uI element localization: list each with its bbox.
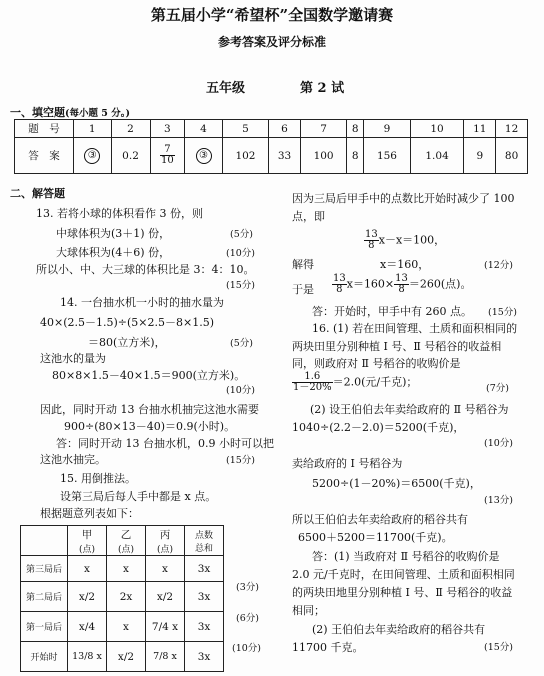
q16-line7: 5200÷(1－20%)＝6500(千克)， <box>312 477 481 490</box>
table-row: 第二局后 x/2 2x x/2 3x <box>21 582 224 612</box>
q16-score: (15分) <box>484 642 514 653</box>
q14-line5: 80×8×1.5－40×1.5＝900(立方米)。 <box>52 369 246 382</box>
q16-line1: 16. (1) 若在田间管理、土质和面积相同的 <box>312 322 518 335</box>
q14-line1: 14. 一台抽水机一小时的抽水量为 <box>60 296 224 309</box>
question-number: 7 <box>300 120 346 138</box>
q16-price-formula: $\frac{1.6}{1-20\%}$ ＝2.0(元/千克)； <box>293 371 418 393</box>
q13-line3: 大球体积为(4＋6) 份， <box>56 246 171 259</box>
q13-line4: 所以小、中、大三球的体积比是 3：4：10。 <box>36 263 255 276</box>
q15-cont2: 点，即 <box>292 210 325 223</box>
q14-line4: 这池水的量为 <box>40 352 106 365</box>
table-header: 丙 (点) <box>146 526 185 556</box>
table-row: 第三局后 x x x 3x <box>21 556 224 582</box>
answer-cell: 8 <box>347 138 364 174</box>
q14-line6: 因此，同时开动 13 台抽水机抽完这池水需要 <box>40 403 259 416</box>
q16-line13: 相同； <box>292 604 325 617</box>
question-number: 12 <box>496 120 528 138</box>
q16-line12: 的两块田地里分别种植 Ⅰ 号、Ⅱ 号稻谷的收益 <box>292 586 513 599</box>
q16-line9: 6500＋5200＝11700(千克)。 <box>298 531 453 544</box>
answer-cell: 9 <box>464 138 496 174</box>
q15-line1: 15. 用倒推法。 <box>60 472 136 485</box>
q15-eq1: $\frac{13}{8}$ x－x＝100， <box>365 229 446 251</box>
question-number: 10 <box>410 120 464 138</box>
q14-line8: 答：同时开动 13 台抽水机，0.9 小时可以把 <box>56 437 274 450</box>
table-header: 乙 (点) <box>107 526 146 556</box>
answer-cell: 80 <box>496 138 528 174</box>
answer-cell: 156 <box>364 138 410 174</box>
q15-answer: 答：开始时，甲手中有 260 点。 <box>312 305 472 318</box>
table-header: 甲 (点) <box>68 526 107 556</box>
answer-cell: 0.2 <box>111 138 150 174</box>
question-number: 6 <box>269 120 301 138</box>
answer-cell: ③ <box>74 138 112 174</box>
round-label: 第 2 试 <box>300 81 345 96</box>
q16-line3: 同，则政府对 Ⅱ 号稻谷的收购价是 <box>292 357 461 370</box>
q16-line4: (2) 设王伯伯去年卖给政府的 Ⅱ 号稻谷为 <box>310 403 509 416</box>
q15-solve-eq: x＝160， <box>380 258 430 271</box>
q16-score: (10分) <box>484 438 514 449</box>
q16-line11: 2.0 元/千克时，在田间管理、土质和面积相同 <box>292 568 515 581</box>
q13-score: (10分) <box>226 248 256 259</box>
table-row: 第一局后 x/4 x 7/4 x 3x <box>21 612 224 642</box>
table-row: 开始时 13/8 x x/2 7/8 x 3x <box>21 642 224 672</box>
question-number: 5 <box>222 120 268 138</box>
answer-cell: 33 <box>269 138 301 174</box>
q15-so-eq: $\frac{13}{8}$ x＝160× $\frac{13}{8}$ ＝260(点)。 <box>333 273 472 295</box>
answer-cell: 100 <box>300 138 346 174</box>
q16-score: (7分) <box>486 383 509 394</box>
q14-line3: ＝80(立方米)， <box>88 336 166 349</box>
answer-cell: ③ <box>185 138 223 174</box>
question-number: 11 <box>464 120 496 138</box>
answer-table <box>14 119 528 174</box>
q14-score: (5分) <box>230 338 253 349</box>
q16-line10: 答：(1) 当政府对 Ⅱ 号稻谷的收购价是 <box>312 550 500 563</box>
q15-table-score: (10分) <box>232 643 262 654</box>
q15-solve-label: 解得 <box>292 258 314 271</box>
q16-line6: 卖给政府的 Ⅰ 号稻谷为 <box>292 457 403 470</box>
q16-line14: (2) 王伯伯去年卖给政府的稻谷共有 <box>312 623 486 636</box>
row-label-question: 题 号 <box>15 120 74 138</box>
question-number: 1 <box>74 120 112 138</box>
q15-table-score: (3分) <box>236 582 259 593</box>
q15-cont1: 因为三局后甲手中的点数比开始时减少了 100 <box>292 192 515 205</box>
answer-cell: 102 <box>222 138 268 174</box>
section1-heading: 一、填空题(每小题 5 分。) <box>10 106 130 119</box>
q13-line2: 中球体积为(3＋1) 份， <box>56 227 171 240</box>
answer-cell: $\frac{7}{10}$ <box>150 138 185 174</box>
q15-so-label: 于是 <box>292 283 314 296</box>
q16-line15: 11700 千克。 <box>292 641 364 654</box>
q14-line7: 900÷(80×13－40)＝0.9(小时)。 <box>64 420 236 433</box>
question-number: 2 <box>111 120 150 138</box>
q16-line5: 1040÷(2.2－2.0)＝5200(千克)， <box>292 421 465 434</box>
q15-score: (12分) <box>484 260 514 271</box>
section2-heading: 二、解答题 <box>10 187 65 200</box>
q13-score: (15分) <box>226 280 256 291</box>
q15-line2: 设第三局后每人手中都是 x 点。 <box>60 490 217 503</box>
q15-table-score: (6分) <box>236 613 259 624</box>
grade-label: 五年级 <box>206 81 246 96</box>
question-number: 4 <box>185 120 223 138</box>
q16-score: (13分) <box>484 495 514 506</box>
q13-line1: 13. 若将小球的体积看作 3 份，则 <box>36 207 203 220</box>
question-number: 9 <box>364 120 410 138</box>
q14-score: (10分) <box>226 385 256 396</box>
row-label-answer: 答 案 <box>15 138 74 174</box>
q16-line2: 两块田里分别种植 Ⅰ 号、Ⅱ 号稻谷的收益相 <box>292 340 502 353</box>
q13-score: (5分) <box>230 229 253 240</box>
table-header: 点数 总和 <box>185 526 224 556</box>
question-number: 8 <box>347 120 364 138</box>
q16-line8: 所以王伯伯去年卖给政府的稻谷共有 <box>292 513 468 526</box>
q14-line2: 40×(2.5－1.5)÷(5×2.5－8×1.5) <box>40 316 215 329</box>
q15-table <box>20 525 224 672</box>
q15-line3: 根据题意列表如下： <box>40 507 139 520</box>
page-subtitle: 参考答案及评分标准 <box>217 35 326 49</box>
q14-score: (15分) <box>226 455 256 466</box>
q14-line9: 这池水抽完。 <box>40 453 106 466</box>
q15-score: (15分) <box>488 307 518 318</box>
page-title: 第五届小学“希望杯”全国数学邀请赛 <box>150 6 394 24</box>
answer-cell: 1.04 <box>410 138 464 174</box>
question-number: 3 <box>150 120 185 138</box>
